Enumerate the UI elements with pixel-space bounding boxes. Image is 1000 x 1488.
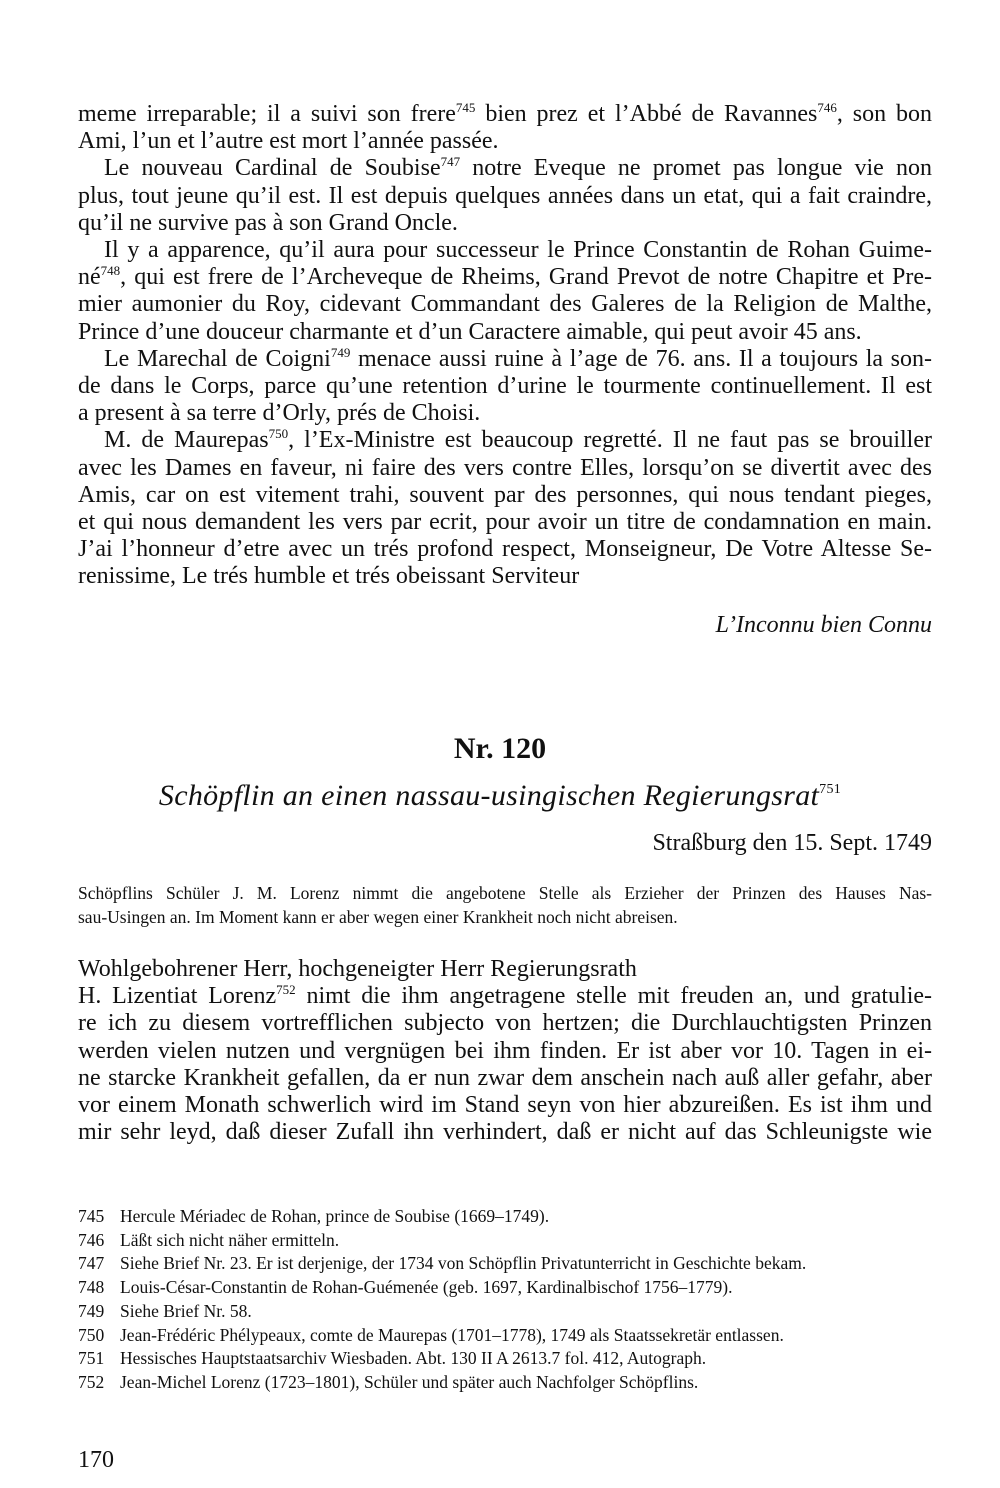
footnote-number: 752 (78, 1371, 105, 1392)
salutation: Wohlgebohrener Herr, hochgeneigter Herr Regierungsrath (78, 956, 637, 982)
footnote-ref: 747 (440, 154, 461, 170)
place-date: Straßburg den 15. Sept. 1749 (652, 830, 932, 856)
text-line: Le Marechal de Coigni$^{749}$ menace aussi ruine à l’age de 76. ans. Il a toujours la son- (104, 344, 932, 372)
footnote-text: Hercule Mériadec de Rohan, prince de Soubise (1669–1749). (120, 1206, 550, 1226)
footnote (78, 1324, 932, 1348)
text-line: renissime, Le trés humble et trés obeissant Serviteur (78, 563, 580, 590)
text-line: de dans le Corps, parce qu’une retention d’urine le tourmente continuellement. Il est (78, 373, 932, 400)
text-line: a present à sa terre d’Orly, prés de Choisi. (78, 400, 481, 427)
text-line: ne starcke Krankheit gefallen, da er nun zwar dem anschein nach auß aller gefahr, aber (78, 1064, 932, 1091)
footnotes (78, 1205, 932, 1395)
footnote-ref: 750 (268, 426, 289, 442)
footnote-number: 746 (78, 1229, 105, 1250)
footnote-number: 751 (78, 1348, 105, 1369)
text-line: mier aumonier du Roy, cidevant Commandant des Galeres de la Religion de Malthe, (78, 291, 932, 318)
text-line: werden vielen nutzen und vergnügen bei ihm finden. Er ist aber vor 10. Tagen in ei- (78, 1037, 932, 1064)
footnote-text: Läßt sich nicht näher ermitteln. (120, 1229, 340, 1250)
footnote-number: 750 (78, 1324, 105, 1345)
footnote-number: 749 (78, 1300, 105, 1321)
signature: L’Inconnu bien Connu (715, 612, 932, 638)
footnote-ref: 752 (276, 982, 296, 998)
text-line: avec les Dames en faveur, ni faire des vers contre Elles, lorsqu’on se divertit avec des (78, 454, 932, 481)
text-line: Le nouveau Cardinal de Soubise$^{747}$ notre Eveque ne promet pas longue vie non (104, 154, 933, 182)
footnote-text: Siehe Brief Nr. 23. Er ist derjenige, der 1734 von Schöpflin Privatunterricht in Geschichte bekam. (120, 1253, 807, 1274)
document-title: Schöpflin an einen nassau-usingischen Regierungsrat$^{751}$ (158, 779, 842, 812)
footnote-number: 747 (78, 1253, 105, 1274)
text-line: et qui nous demandent les vers par ecrit, pour avoir un titre de condamnation en main. (78, 509, 932, 536)
regest-line: sau-Usingen an. Im Moment kann er aber wegen einer Krankheit noch nicht abreisen. (78, 906, 678, 927)
footnote-number: 745 (78, 1206, 105, 1226)
letter-body (78, 956, 932, 1146)
text-line: Prince d’une douceur charmante et d’un Caractere aimable, qui peut avoir 45 ans. (78, 318, 862, 345)
footnote (78, 1229, 932, 1253)
footnote (78, 1276, 932, 1300)
footnote-ref: 748 (100, 263, 121, 279)
text-line: $né^{748}$, qui est frere de l’Archeveque de Rheims, Grand Prevot de notre Chapitre et Pre- (78, 263, 932, 291)
letter-continuation (78, 101, 932, 591)
footnote-ref: 749 (330, 344, 351, 360)
text-line: Amis, car on est vitement trahi, souvent par des personnes, qui nous tendant pieges, (78, 481, 932, 508)
footnote (78, 1300, 932, 1324)
footnote (78, 1205, 932, 1229)
footnote-number: 748 (78, 1277, 105, 1298)
footnote-ref: 751 (819, 782, 842, 797)
footnote (78, 1252, 932, 1276)
footnote-text: Siehe Brief Nr. 58. (120, 1300, 252, 1321)
text-line: mir sehr leyd, daß dieser Zufall ihn verhindert, daß er nicht auf das Schleunigste wie (78, 1119, 932, 1146)
regest-line: Schöpflins Schüler J. M. Lorenz nimmt die angebotene Stelle als Erzieher der Prinzen des Hauses Nas- (78, 883, 932, 903)
footnote-ref: 745 (455, 100, 476, 115)
text-line: re ich zu diesem vortrefflichen subjecto von hertzen; die Durchlauchtigsten Prinzen (78, 1010, 932, 1037)
footnote-text: Hessisches Hauptstaatsarchiv Wiesbaden. Abt. 130 II A 2613.7 fol. 412, Autograph. (120, 1348, 707, 1369)
text-line: qu’il ne survive pas à son Grand Oncle. (78, 209, 458, 236)
document-number: Nr. 120 (453, 732, 547, 765)
text-line: H. Lizentiat Lorenz$^{752}$ nimt die ihm angetragene stelle mit freuden an, und gratulie- (78, 982, 933, 1010)
footnote (78, 1371, 932, 1395)
footnote-text: Jean-Michel Lorenz (1723–1801), Schüler und später auch Nachfolger Schöpflins. (120, 1371, 699, 1392)
footnote-text: Jean-Frédéric Phélypeaux, comte de Maurepas (1701–1778), 1749 als Staatssekretär entlassen. (120, 1324, 784, 1345)
text-line: meme irreparable; il a suivi son frere$^{745}$ bien prez et l’Abbé de Ravannes$^{746}$, son bon (78, 100, 932, 127)
footnote (78, 1347, 932, 1371)
text-line: plus, tout jeune qu’il est. Il est depuis quelques années dans un etat, qui a fait craindre, (78, 182, 932, 209)
page-number: 170 (78, 1447, 114, 1473)
text-line: Ami, l’un et l’autre est mort l’année passée. (78, 128, 499, 155)
regest (78, 882, 932, 929)
text-line: Il y a apparence, qu’il aura pour successeur le Prince Constantin de Rohan Guime- (104, 237, 932, 264)
text-line: J’ai l’honneur d’etre avec un trés profond respect, Monseigneur, De Votre Altesse Se- (78, 536, 932, 563)
footnote-text: Louis-César-Constantin de Rohan-Guémenée (geb. 1697, Kardinalbischof 1756–1779). (120, 1277, 733, 1298)
footnote-ref: 746 (817, 100, 837, 115)
text-line: vor einem Monath schwerlich wird im Stand seyn von hier abzureißen. Es ist ihm und (78, 1092, 932, 1119)
text-line: M. de Maurepas$^{750}$, l’Ex-Ministre est beaucoup regretté. Il ne faut pas se brouiller (104, 426, 932, 454)
